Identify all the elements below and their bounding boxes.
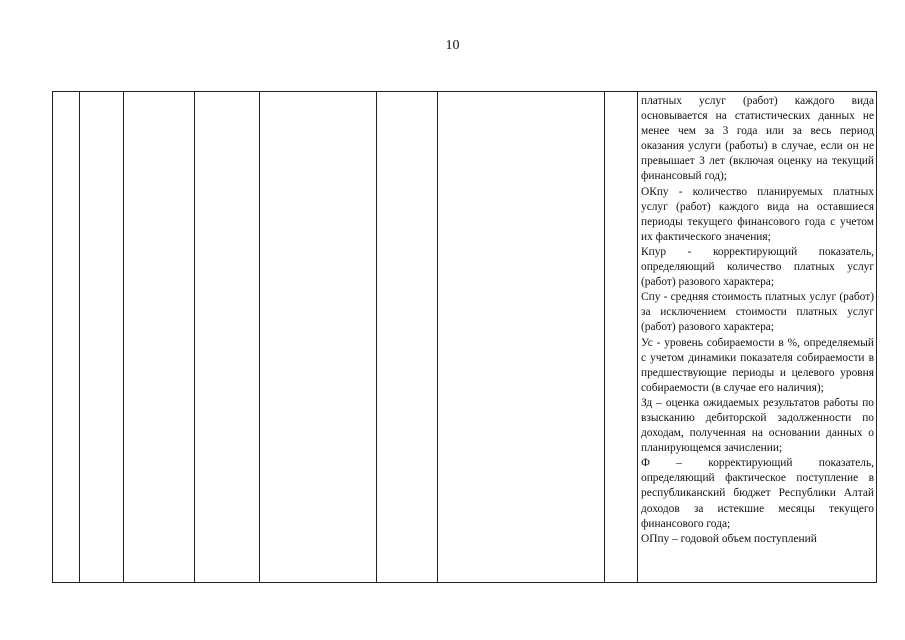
- definition-f: Ф – корректирующий показатель, определяющий фактическое поступление в республиканский бюджет Республики Алтай доходов за истекшие месяцы текущего финансового года;: [641, 457, 874, 530]
- definition-spu: Спу - средняя стоимость платных услуг (работ) за исключением стоимости платных услуг (работ) разового характера;: [641, 291, 874, 334]
- definition-kpur: Кпур - корректирующий показатель, определяющий количество платных услуг (работ) разового характера;: [641, 245, 874, 289]
- definition-zd: Зд – оценка ожидаемых результатов работы по взысканию дебиторской задолженности по доходам, полученная на основании данных о планирующемся зачислении;: [641, 396, 874, 455]
- table-cell-col5: [260, 92, 377, 583]
- table-cell-formula-definitions: [638, 92, 877, 583]
- definition-paragraph: платных услуг (работ) каждого вида основывается на статистических данных не менее чем за 3 года или за весь период оказания услуги (работы) в случае, если он не превышает 3 лет (включая оценку на текущий финансовый год);: [641, 95, 874, 183]
- table-cell-col4: [195, 92, 260, 583]
- definition-us: Ус - уровень собираемости в %, определяемый с учетом динамики показателя собираемости в предшествующие периоды и целевого уровня собираемости (в случае его наличия);: [641, 336, 874, 394]
- table-cell-col8: [605, 92, 638, 583]
- table-cell-col7: [438, 92, 605, 583]
- table-row: [53, 92, 877, 583]
- definition-okpu: ОКпу - количество планируемых платных услуг (работ) каждого вида на оставшиеся периоды текущего финансового года с учетом их фактического значения;: [641, 185, 874, 243]
- table-cell-col1: [53, 92, 80, 583]
- page-number: 10: [445, 38, 460, 53]
- table-cell-col6: [377, 92, 438, 583]
- table-cell-col2: [80, 92, 124, 583]
- formula-definitions-text: [641, 94, 874, 547]
- table-cell-col3: [124, 92, 195, 583]
- document-table: [52, 91, 877, 583]
- definition-oppu: ОПпу – годовой объем поступлений: [641, 532, 817, 545]
